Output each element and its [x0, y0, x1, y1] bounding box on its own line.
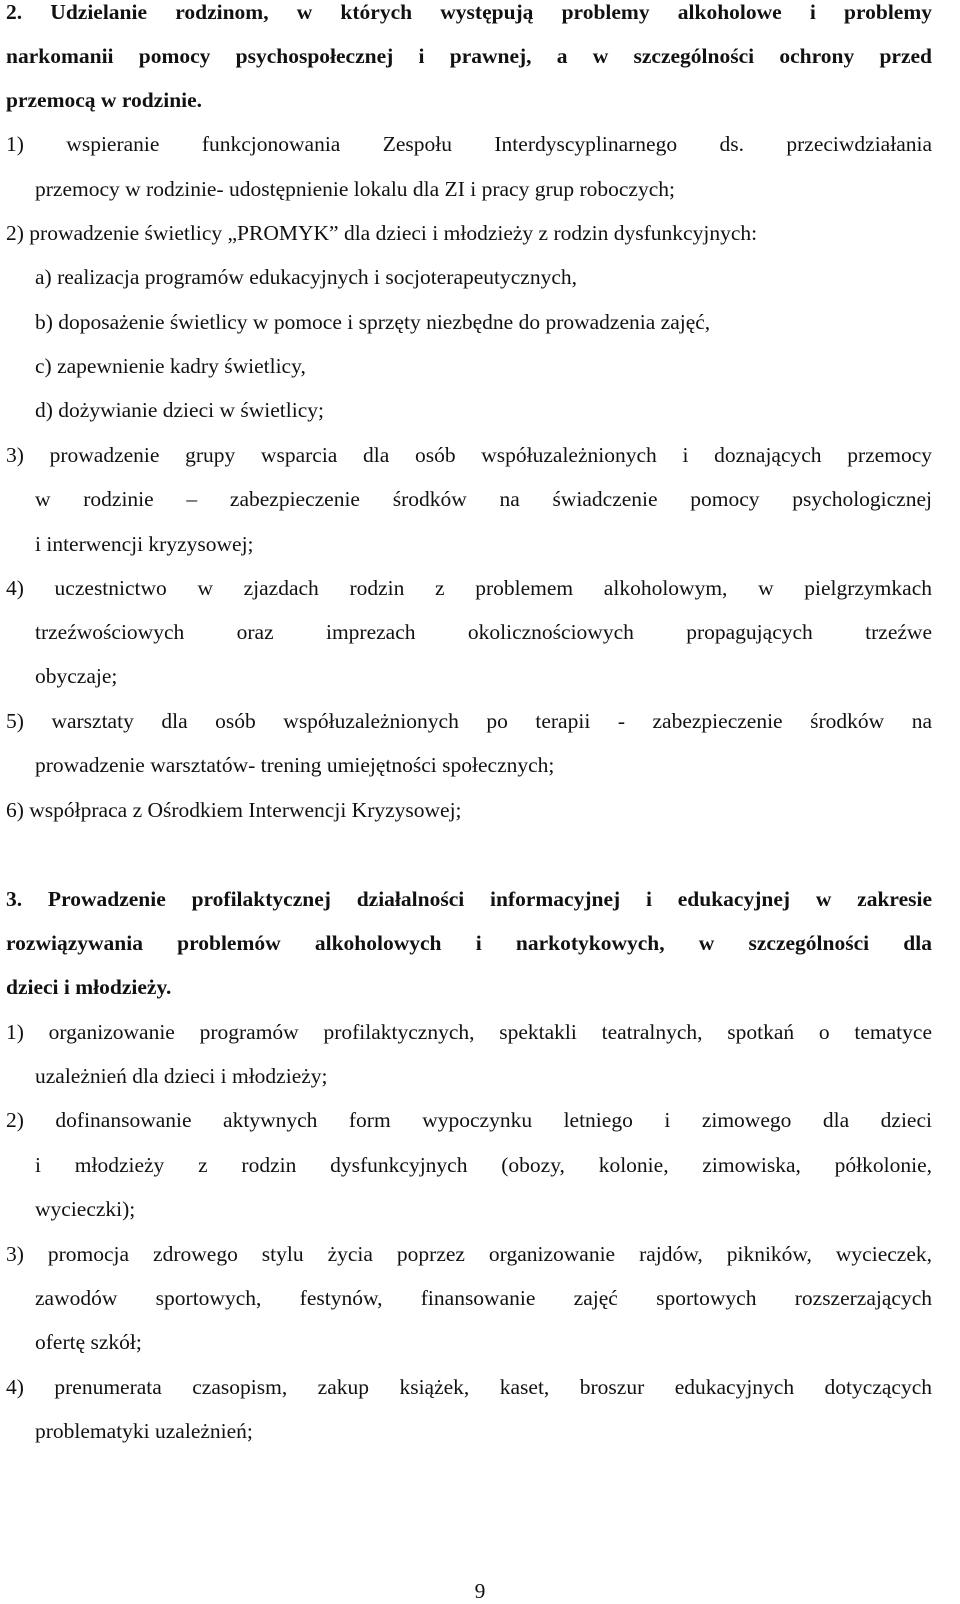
list-item-line: 2) prowadzenie świetlicy „PROMYK” dla dzieci i młodzieży z rodzin dysfunkcyjnych: [6, 221, 758, 245]
list-item-line: 3) prowadzenie grupy wsparcia dla osób współuzależnionych i doznających przemocy [6, 443, 932, 467]
list-item-line: 4) prenumerata czasopism, zakup książek, kaset, broszur edukacyjnych dotyczących [6, 1375, 932, 1399]
section-2-heading-line-3: przemocą w rodzinie. [6, 88, 203, 112]
section-3-heading-line-1: 3. Prowadzenie profilaktycznej działalności informacyjnej i edukacyjnej w zakresie [6, 887, 932, 911]
list-item-line: przemocy w rodzinie- udostępnienie lokalu dla ZI i pracy grup roboczych; [35, 177, 675, 201]
section-3-heading-line-2: rozwiązywania problemów alkoholowych i narkotykowych, w szczególności dla [6, 931, 932, 955]
list-subitem-line: a) realizacja programów edukacyjnych i socjoterapeutycznych, [35, 265, 578, 289]
list-subitem-line: d) dożywianie dzieci w świetlicy; [35, 398, 324, 422]
list-item-line: i młodzieży z rodzin dysfunkcyjnych (obozy, kolonie, zimowiska, półkolonie, [35, 1153, 932, 1177]
list-item-line: 3) promocja zdrowego stylu życia poprzez organizowanie rajdów, pikników, wycieczek, [6, 1242, 932, 1266]
list-item-line: zawodów sportowych, festynów, finansowanie zajęć sportowych rozszerzających [35, 1286, 932, 1310]
list-item-line: w rodzinie – zabezpieczenie środków na świadczenie pomocy psychologicznej [35, 487, 932, 511]
list-item-line: ofertę szkół; [35, 1330, 142, 1354]
list-item-line: 1) wspieranie funkcjonowania Zespołu Interdyscyplinarnego ds. przeciwdziałania [6, 132, 932, 156]
list-item-line: i interwencji kryzysowej; [35, 532, 254, 556]
list-item-line: wycieczki); [35, 1197, 136, 1221]
section-3-heading-line-3: dzieci i młodzieży. [6, 975, 172, 999]
section-2-heading-line-2: narkomanii pomocy psychospołecznej i prawnej, a w szczególności ochrony przed [6, 44, 932, 68]
page-number: 9 [474, 1579, 486, 1603]
list-item-line: obyczaje; [35, 664, 118, 688]
list-item-line: uzależnień dla dzieci i młodzieży; [35, 1064, 328, 1088]
list-item-line: 6) współpraca z Ośrodkiem Interwencji Kryzysowej; [6, 798, 462, 822]
list-subitem-line: b) doposażenie świetlicy w pomoce i sprzęty niezbędne do prowadzenia zajęć, [35, 310, 711, 334]
list-item-line: 4) uczestnictwo w zjazdach rodzin z problemem alkoholowym, w pielgrzymkach [6, 576, 932, 600]
list-item-line: 2) dofinansowanie aktywnych form wypoczynku letniego i zimowego dla dzieci [6, 1108, 932, 1132]
list-item-line: 5) warsztaty dla osób współuzależnionych po terapii - zabezpieczenie środków na [6, 709, 932, 733]
list-item-line: 1) organizowanie programów profilaktycznych, spektakli teatralnych, spotkań o tematyce [6, 1020, 932, 1044]
list-item-line: prowadzenie warsztatów- trening umiejętności społecznych; [35, 753, 555, 777]
list-item-line: problematyki uzależnień; [35, 1419, 253, 1443]
section-2-heading-line-1: 2. Udzielanie rodzinom, w których występują problemy alkoholowe i problemy [6, 0, 932, 24]
list-item-line: trzeźwościowych oraz imprezach okolicznościowych propagujących trzeźwe [35, 620, 932, 644]
list-subitem-line: c) zapewnienie kadry świetlicy, [35, 354, 306, 378]
